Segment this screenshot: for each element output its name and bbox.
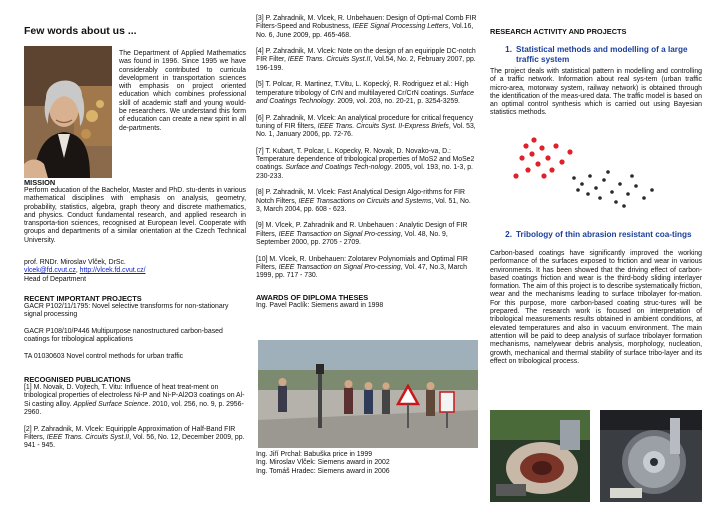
- column-research: [490, 0, 702, 509]
- publication-item: [1] M. Novak, D. Vojtech, T. Vitu: Influence of heat treat-ment on tribological properties of electroless Ni-P and Ni-P-Al2O3 coatings on Al-Si casting alloy. Applied Surface Science. 2010, vol. 256, no. 9, p. 2956-2960.: [24, 384, 245, 416]
- research-heading: RESEARCH ACTIVITY AND PROJECTS: [490, 27, 627, 36]
- award-item: Ing. Jiří Prchal: Babuška price in 1999: [256, 451, 373, 458]
- award-item: Ing. Miroslav Vlček: Siemens award in 2002: [256, 459, 390, 467]
- publication-item: [6] P. Zahradnik, M. Vlcek: An analytical procedure for critical frequency tuning of FIR filters, IEEE Trans. Circuits Syst. II-Express Briefs, Vol. 53, No. 1, January 2006, pp. 72-76.: [256, 114, 476, 139]
- publication-item: [9] M. Vlcek, P. Zahradnik and R. Unbehauen : Analytic Design of FIR Filters, IEEE Transaction on Signal Pro-cessing, Vol. 48, No. 9, September 2000, pp. 2705 - 2709.: [256, 222, 468, 247]
- publications-heading: RECOGNISED PUBLICATIONS: [24, 375, 131, 385]
- contact-links: [24, 267, 246, 275]
- field-research-photo: [258, 340, 478, 448]
- research-item-1-text: The project deals with statistical pattern in modelling and controlling of a traffic network. Information about real sys-tem (urban traffic micro-area, motorway system, railway network) is obtained through the identification of the meas-ured data. The traffic model is based on an optimal control synthesis which is carried out using Bayesian statistics methods.: [490, 68, 702, 117]
- publication-item: [7] T. Kubart, T. Polcar, L. Kopecky, R. Novak, D. Novako-va, D.: Temperature dependence of tribological properties of MoS2 and MoSe2 coatings. Surface and Coatings Tech-nology. 2005, vol. 193, no. 1-3, p. 230-233.: [256, 147, 475, 180]
- publication-list: [256, 15, 478, 310]
- research-item-2-title: 2. Tribology of thin abrasion resistant coa-tings: [505, 230, 692, 239]
- mission-section: [24, 178, 246, 450]
- homepage-link[interactable]: http://vlcek.fd.cvut.cz/: [79, 267, 146, 275]
- award-item: Ing. Pavel Paclík: Siemens award in 1998: [256, 301, 384, 309]
- about-title: Few words about us ...: [24, 25, 137, 37]
- research-item-2-text: Carbon-based coatings have significantly improved the working performance of the surfaces exposed to friction and wear in various environments. It has been showed that the driving effect of carbon-based coatings friction and wear is the third-body sliding interlayer formation. The aim of this project is to describe systematically friction, wear and the mechanisms leading to surface tribolayer for-mation. For this purpose, more carbon-based coating struc-tures will be prepared. The research work is focused on interpretation of tribological measurements results obtained in ambient conditions, at elevated temperatures and also in vacuum environment. The main attention will be paid to deep analysis of surface tribolayer formation mechanisms, namelywear debris analysis, morphology, nucleation, growth, mechanical and thermal stability of surface tribo-layer and its effect on tribological process.: [490, 250, 702, 365]
- mission-heading: MISSION: [24, 178, 56, 187]
- publication-item: [3] P. Zahradnik, M. Vlcek, R. Unbehauen: Design of Opti-mal Comb FIR Filters-Speed and Robustness, IEEE Signal Processing Letters, Vol.16, No. 6, June 2009, pp. 465-468.: [256, 15, 477, 39]
- projects-heading: RECENT IMPORTANT PROJECTS: [24, 293, 142, 303]
- research-block-1: [490, 27, 702, 118]
- project-item: GACR P102/11/1795: Novel selective transforms for non-stationary signal processing: [24, 302, 229, 319]
- award-item: Ing. Tomáš Hradec: Siemens award in 2006: [256, 467, 390, 475]
- lab-photos: [490, 410, 702, 502]
- project-item: GACR P108/10/P446 Multipurpose nanostructured carbon-based coatings for tribological applications: [24, 327, 223, 344]
- awards-heading: AWARDS OF DIPLOMA THESES: [256, 292, 369, 302]
- mission-text: Perform education of the Bachelor, Master and PhD. stu-dents in various mathematical disciplines with emphasis on analysis, geometry, probability, statistics, algebra, graph theory and discrete mathematics, and physics. Conduct fundamental research, and applied research in transporta-tion sciences, recognised at European level. Cooperate with groups and departments of a similar orientation at the Czech Technical University.: [24, 187, 246, 244]
- contact-role: Head of Department: [24, 275, 87, 283]
- project-item: TA 01030603 Novel control methods for urban traffic: [24, 352, 184, 360]
- email-link[interactable]: vlcek@fd.cvut.cz: [24, 267, 76, 275]
- traffic-cluster-figure: [504, 128, 664, 212]
- contact-name: prof. RNDr. Miroslav Vlček, DrSc.: [24, 259, 126, 267]
- column-about: [24, 0, 246, 509]
- research-block-2: [490, 230, 702, 366]
- column-publications: [256, 0, 478, 509]
- publication-item: [8] P. Zahradnik, M. Vlcek: Fast Analytical Design Algo-rithms for FIR Notch Filters, IEEE Transactions on Circuits and Systems, Vol. 51, No. 3, March 2004, pp. 608 - 623.: [256, 189, 471, 213]
- contact-separator: ,: [75, 267, 80, 275]
- publication-item: [4] P. Zahradnik, M. Vlcek: Note on the design of an equiripple DC-notch FIR Filter, IEEE Trans. Circuits Syst.II, Vol.54, No. 2, February 2007, pp. 196-199.: [256, 48, 476, 72]
- portrait-photo: [24, 46, 112, 178]
- publication-item: [10] M. Vlcek, R. Unbehauen: Zolotarev Polynomials and Optimal FIR Filters, IEEE Transaction on Signal Pro-cessing, Vol. 47, No.3, March 1999, pp. 717 - 730.: [256, 255, 468, 280]
- lab-photo-right: [600, 410, 702, 502]
- department-intro: The Department of Applied Mathematics was found in 1996. Since 1995 we have considerably contributed to curricula development in transportation sciences with emphasis on project oriented education which combines professional skill of academic staff and young would-be researchers. We understand this form of education can create a new spirit in all de-partments.: [119, 50, 246, 132]
- publication-item: [2] P. Zahradnik, M. Vlcek: Equiripple Approximation of Half-Band FIR Filters, IEEE Trans. Circuits Syst.II, Vol. 56, No. 12, December 2009, pp. 941 - 945.: [24, 425, 245, 450]
- lab-photo-left: [490, 410, 590, 502]
- awards-list: [256, 451, 478, 476]
- publication-item: [5] T. Polcar, R. Martinez, T.Vitu, L. Kopecký, R. Rodriguez et al.: High temperature tribology of CrN and multilayered Cr/CrN coatings. Surface and Coatings Technology. 2009, vol. 203, no. 20-21, p. 3254-3259.: [256, 81, 474, 105]
- research-item-1-title: 1. Statistical methods and modelling of a large traffic system: [505, 45, 688, 64]
